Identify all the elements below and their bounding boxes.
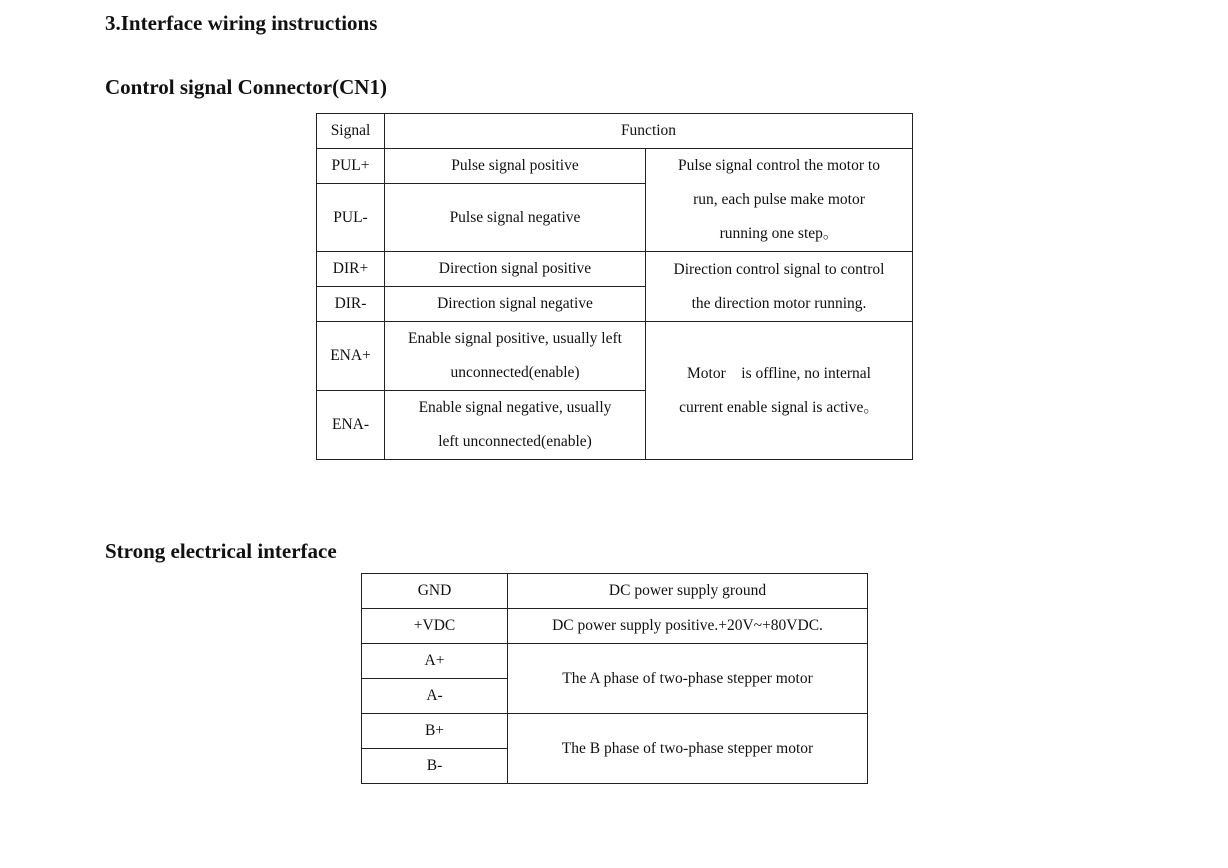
signal-cell: PUL+ xyxy=(317,149,385,184)
header-function: Function xyxy=(385,114,913,149)
cn1-signal-table xyxy=(316,113,913,460)
table-row xyxy=(362,714,868,749)
phase-b-function: The B phase of two-phase stepper motor xyxy=(508,714,868,784)
phase-a-function: The A phase of two-phase stepper motor xyxy=(508,644,868,714)
direction-function-line: Direction control signal to control xyxy=(673,260,885,278)
enable-function-cell xyxy=(646,322,913,460)
cn1-heading: Control signal Connector(CN1) xyxy=(105,75,387,99)
header-signal: Signal xyxy=(317,114,385,149)
signal-cell: DIR+ xyxy=(317,252,385,287)
signal-description: Direction signal negative xyxy=(385,287,646,322)
power-interface-table xyxy=(361,573,868,784)
signal-cell: ENA+ xyxy=(317,322,385,391)
section-heading: 3.Interface wiring instructions xyxy=(105,11,378,35)
signal-description: Pulse signal negative xyxy=(385,184,646,252)
terminal-cell: B+ xyxy=(362,714,508,749)
table-row xyxy=(362,644,868,679)
terminal-cell: A- xyxy=(362,679,508,714)
terminal-cell: B- xyxy=(362,749,508,784)
pulse-function-cell xyxy=(646,149,913,252)
pulse-function-line: Pulse signal control the motor to xyxy=(678,157,880,174)
signal-description: Pulse signal positive xyxy=(385,149,646,184)
terminal-cell: +VDC xyxy=(362,609,508,644)
description-line: unconnected(enable) xyxy=(450,364,580,381)
table-header-row xyxy=(317,114,913,149)
signal-cell: DIR- xyxy=(317,287,385,322)
direction-function-line: the direction motor running. xyxy=(691,294,867,312)
terminal-cell: A+ xyxy=(362,644,508,679)
signal-description xyxy=(385,391,646,460)
table-row xyxy=(362,609,868,644)
pulse-function-line: running one step。 xyxy=(719,225,839,242)
strong-interface-heading: Strong electrical interface xyxy=(105,539,337,563)
terminal-function: DC power supply positive.+20V~+80VDC. xyxy=(508,609,868,644)
table-row xyxy=(317,149,913,184)
description-line: Enable signal positive, usually left xyxy=(408,330,622,347)
enable-function-line: current enable signal is active。 xyxy=(679,398,879,416)
direction-function-cell xyxy=(646,252,913,322)
terminal-cell: GND xyxy=(362,574,508,609)
table-row xyxy=(362,574,868,609)
signal-cell: PUL- xyxy=(317,184,385,252)
enable-function-line: Motor is offline, no internal xyxy=(687,364,871,382)
signal-cell: ENA- xyxy=(317,391,385,460)
signal-description xyxy=(385,322,646,391)
table-row xyxy=(317,252,913,287)
description-line: left unconnected(enable) xyxy=(438,433,592,450)
pulse-function-line: run, each pulse make motor xyxy=(693,191,865,208)
terminal-function: DC power supply ground xyxy=(508,574,868,609)
description-line: Enable signal negative, usually xyxy=(418,399,612,416)
signal-description: Direction signal positive xyxy=(385,252,646,287)
